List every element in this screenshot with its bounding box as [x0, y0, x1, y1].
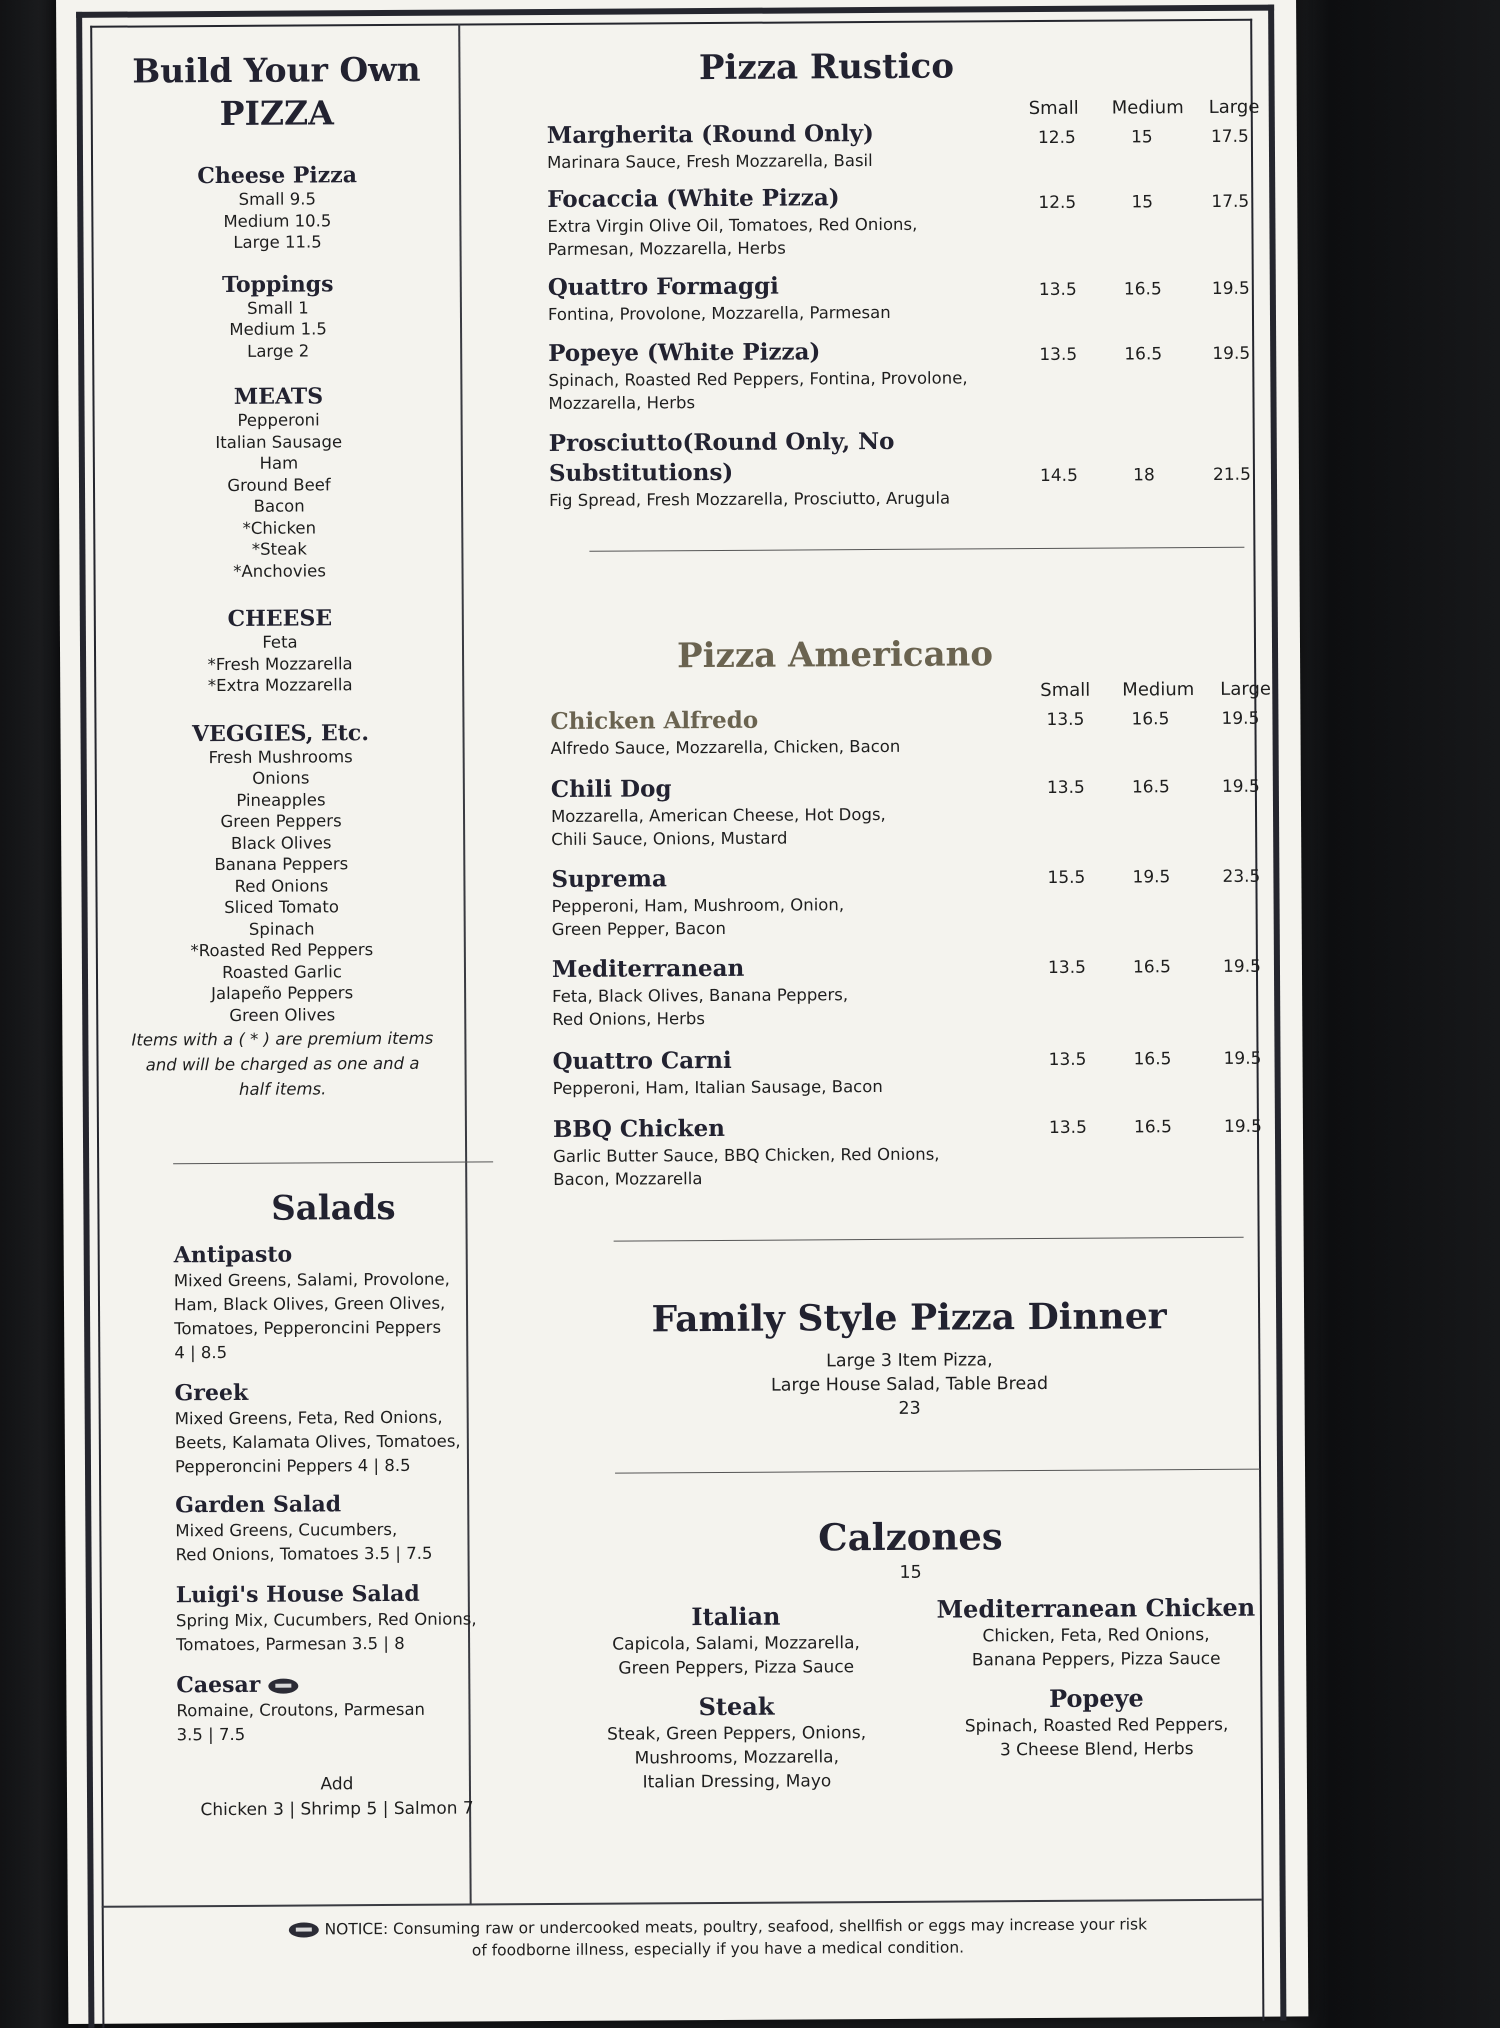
- item-desc: Fig Spread, Fresh Mozzarella, Prosciutto, Arugula: [549, 488, 951, 510]
- item-desc: Fontina, Provolone, Mozzarella, Parmesan: [547, 302, 891, 325]
- salad-desc: Mixed Greens, Salami, Provolone,: [173, 1269, 450, 1291]
- price-large: 19.5: [1212, 343, 1251, 364]
- rustico-heading: Pizza Rustico: [698, 46, 955, 89]
- rustico-item: [547, 118, 1007, 174]
- americano-item: [552, 1044, 1012, 1100]
- item-name: Quattro Carni: [552, 1046, 732, 1075]
- byo-title-pizza: PIZZA: [219, 93, 334, 134]
- price-small: 13.5: [1048, 1117, 1087, 1138]
- veggie-item: Pineapples: [236, 789, 326, 810]
- price-large: 19.5: [1221, 776, 1260, 797]
- salad-addons: [177, 1771, 497, 1823]
- salad-desc: Pepperoncini Peppers 4 | 8.5: [174, 1455, 411, 1477]
- rustico-item: [549, 426, 1009, 512]
- size-header-medium: Medium: [1111, 97, 1184, 119]
- price-medium: 16.5: [1131, 709, 1170, 730]
- salad-desc: Tomatoes, Parmesan 3.5 | 8: [176, 1633, 405, 1655]
- calzone-desc: Banana Peppers, Pizza Sauce: [971, 1648, 1221, 1671]
- calzones-heading: Calzones: [818, 1514, 1003, 1560]
- price-medium: 16.5: [1131, 777, 1170, 798]
- toppings-price: Large 2: [247, 340, 310, 361]
- item-desc: Pepperoni, Ham, Mushroom, Onion,: [551, 895, 845, 916]
- item-name: Margherita (Round Only): [546, 120, 874, 150]
- size-header-medium: Medium: [1122, 679, 1195, 701]
- family-details: [584, 1347, 1234, 1423]
- family-heading: Family Style Pizza Dinner: [651, 1295, 1167, 1341]
- americano-heading: Pizza Americano: [676, 634, 994, 677]
- premium-note: Items with a ( * ) are premium items: [131, 1028, 434, 1050]
- meat-item: Ground Beef: [227, 474, 331, 495]
- price-large: 19.5: [1221, 708, 1260, 729]
- salad-name: Caesar: [176, 1671, 261, 1699]
- calzone-name: Popeye: [1048, 1683, 1144, 1713]
- meat-item: Bacon: [253, 496, 305, 516]
- cheese-item: *Fresh Mozzarella: [207, 653, 353, 674]
- item-name: Quattro Formaggi: [547, 272, 779, 302]
- house-logo-icon: [268, 1678, 298, 1693]
- veggie-item: Black Olives: [230, 832, 332, 853]
- meat-item: *Chicken: [242, 517, 317, 538]
- veggie-item: Green Peppers: [220, 811, 342, 832]
- item-name: Chili Dog: [550, 775, 672, 803]
- salad-name: Greek: [174, 1379, 249, 1407]
- salad-garden: [175, 1489, 495, 1567]
- veggie-item: *Roasted Red Peppers: [190, 940, 374, 961]
- calzone-steak: [586, 1691, 887, 1795]
- calzone-popeye: [926, 1683, 1266, 1763]
- price-medium: 16.5: [1132, 957, 1171, 978]
- item-name-cont: Substitutions): [548, 458, 734, 487]
- salad-desc: Romaine, Croutons, Parmesan: [176, 1699, 426, 1721]
- salads-heading: Salads: [271, 1187, 396, 1229]
- family-line: Large House Salad, Table Bread: [770, 1373, 1049, 1396]
- item-desc: Spinach, Roasted Red Peppers, Fontina, Provolone,: [548, 368, 968, 390]
- item-desc: Garlic Butter Sauce, BBQ Chicken, Red Onions,: [553, 1144, 940, 1166]
- item-desc: Feta, Black Olives, Banana Peppers,: [552, 985, 849, 1006]
- salad-desc: Spring Mix, Cucumbers, Red Onions,: [175, 1609, 477, 1631]
- menu-page: [56, 0, 1308, 2024]
- add-options: Chicken 3 | Shrimp 5 | Salmon 7: [200, 1798, 474, 1821]
- item-desc: Marinara Sauce, Fresh Mozzarella, Basil: [546, 151, 873, 173]
- veggie-item: Red Onions: [234, 875, 329, 896]
- size-header-small: Small: [1028, 97, 1079, 120]
- salad-desc: Ham, Black Olives, Green Olives,: [173, 1293, 446, 1315]
- price-medium: 19.5: [1132, 867, 1171, 888]
- price-medium: 16.5: [1133, 1117, 1172, 1138]
- price-small: 13.5: [1048, 1049, 1087, 1070]
- salad-house: [176, 1579, 496, 1657]
- salad-desc: Mixed Greens, Feta, Red Onions,: [174, 1407, 443, 1429]
- cheese-pizza-price: Small 9.5: [238, 189, 316, 209]
- americano-item: [552, 952, 1012, 1031]
- price-small: 13.5: [1046, 777, 1085, 798]
- notice-text: NOTICE: Consuming raw or undercooked meats, poultry, seafood, shellfish or eggs may increase your risk: [324, 1915, 1148, 1939]
- salad-desc: Mixed Greens, Cucumbers,: [175, 1519, 398, 1541]
- price-medium: 18: [1133, 465, 1155, 486]
- veggie-item: Banana Peppers: [214, 854, 349, 875]
- item-name: Chicken Alfredo: [550, 706, 759, 735]
- meats-heading: MEATS: [233, 383, 324, 410]
- calzone-desc: Spinach, Roasted Red Peppers,: [964, 1714, 1229, 1737]
- premium-note: and will be charged as one and a: [145, 1053, 420, 1075]
- salad-name-row: [176, 1669, 496, 1699]
- price-medium: 16.5: [1124, 344, 1163, 365]
- byo-title: Build Your Own: [132, 49, 421, 91]
- cheese-pizza-price: Medium 10.5: [223, 210, 332, 231]
- calzone-name: Italian: [691, 1601, 781, 1632]
- americano-item: [551, 862, 1011, 941]
- meat-item: *Anchovies: [233, 560, 326, 581]
- calzone-desc: 3 Cheese Blend, Herbs: [999, 1739, 1194, 1761]
- cheese-pizza-price: Large 11.5: [233, 232, 322, 252]
- price-medium: 15: [1131, 127, 1153, 148]
- veggie-item: Green Olives: [229, 1004, 336, 1025]
- price-small: 14.5: [1039, 465, 1078, 486]
- notice-line-2: of foodborne illness, especially if you have a medical condition.: [471, 1938, 965, 1960]
- calzones-price: 15: [899, 1562, 922, 1583]
- item-name: BBQ Chicken: [552, 1114, 726, 1143]
- calzone-mediterranean-chicken: [926, 1593, 1266, 1673]
- calzone-desc: Capicola, Salami, Mozzarella,: [612, 1633, 860, 1655]
- salad-name: Garden Salad: [175, 1491, 342, 1519]
- calzone-italian: [586, 1601, 886, 1681]
- price-large: 21.5: [1212, 464, 1251, 485]
- item-name: Mediterranean: [551, 954, 745, 983]
- rustico-item: [547, 182, 1007, 261]
- item-desc: Pepperoni, Ham, Italian Sausage, Bacon: [552, 1076, 883, 1098]
- family-line: Large 3 Item Pizza,: [826, 1350, 993, 1372]
- toppings-heading: Toppings: [221, 270, 334, 298]
- item-name: Prosciutto(Round Only, No: [548, 427, 895, 457]
- veggie-item: Fresh Mushrooms: [208, 746, 353, 767]
- item-desc: Mozzarella, American Cheese, Hot Dogs,: [550, 804, 886, 826]
- cheese-pizza-heading: Cheese Pizza: [197, 162, 358, 190]
- house-logo-icon: [289, 1922, 319, 1937]
- meat-item: *Steak: [251, 539, 307, 559]
- americano-item: [553, 1112, 1013, 1191]
- price-large: 19.5: [1223, 1048, 1262, 1069]
- americano-item: [550, 704, 1010, 760]
- salad-greek: [174, 1377, 495, 1479]
- veggie-item: Spinach: [248, 918, 315, 939]
- item-name: Popeye (White Pizza): [548, 338, 821, 367]
- salad-name: Antipasto: [173, 1241, 293, 1269]
- price-large: 19.5: [1211, 278, 1250, 299]
- salad-price: 4 | 8.5: [174, 1342, 228, 1363]
- veggie-item: Roasted Garlic: [222, 961, 342, 982]
- calzone-name: Steak: [698, 1691, 775, 1722]
- salad-desc: Beets, Kalamata Olives, Tomatoes,: [174, 1431, 461, 1453]
- price-large: 19.5: [1223, 1116, 1262, 1137]
- toppings-price: Small 1: [247, 297, 309, 318]
- item-name: Focaccia (White Pizza): [547, 184, 840, 214]
- price-small: 12.5: [1038, 192, 1077, 214]
- price-large: 17.5: [1210, 126, 1249, 147]
- price-small: 13.5: [1038, 279, 1077, 301]
- item-name: Suprema: [551, 865, 667, 893]
- item-desc: Alfredo Sauce, Mozzarella, Chicken, Bacon: [550, 736, 901, 758]
- salad-price: 3.5 | 7.5: [176, 1724, 246, 1745]
- veggie-item: Sliced Tomato: [224, 897, 339, 917]
- price-small: 13.5: [1047, 957, 1086, 978]
- price-medium: 15: [1131, 192, 1154, 213]
- price-small: 15.5: [1047, 867, 1086, 888]
- price-medium: 16.5: [1133, 1049, 1172, 1070]
- price-small: 13.5: [1039, 344, 1078, 366]
- size-header-small: Small: [1040, 679, 1091, 702]
- veggie-item: Jalapeño Peppers: [211, 983, 354, 1004]
- item-desc: Bacon, Mozzarella: [553, 1169, 703, 1189]
- build-your-own-section: [106, 48, 452, 1102]
- salad-antipasto: [174, 1239, 495, 1365]
- calzone-desc: Green Peppers, Pizza Sauce: [618, 1657, 855, 1679]
- rustico-item: [548, 336, 1008, 415]
- cheese-item: *Extra Mozzarella: [207, 675, 353, 696]
- item-desc: Chili Sauce, Onions, Mustard: [551, 828, 788, 849]
- size-header-large: Large: [1220, 678, 1271, 700]
- cheese-heading: CHEESE: [227, 605, 333, 632]
- item-desc: Mozzarella, Herbs: [548, 393, 696, 413]
- family-price: 23: [898, 1398, 921, 1419]
- veggies-heading: VEGGIES, Etc.: [191, 719, 370, 747]
- item-desc: Extra Virgin Olive Oil, Tomatoes, Red Onions,: [547, 214, 918, 237]
- price-large: 17.5: [1211, 191, 1250, 212]
- calzone-desc: Chicken, Feta, Red Onions,: [982, 1624, 1210, 1647]
- meat-item: Ham: [259, 453, 299, 473]
- item-desc: Red Onions, Herbs: [552, 1009, 706, 1029]
- price-small: 12.5: [1037, 127, 1076, 149]
- rustico-item: [548, 270, 1008, 326]
- price-large: 23.5: [1222, 866, 1261, 887]
- price-small: 13.5: [1046, 709, 1085, 730]
- calzone-name: Mediterranean Chicken: [936, 1592, 1256, 1624]
- salad-name: Luigi's House Salad: [175, 1580, 420, 1609]
- salad-caesar: [176, 1669, 496, 1747]
- price-large: 19.5: [1222, 956, 1261, 977]
- item-desc: Parmesan, Mozzarella, Herbs: [547, 238, 786, 260]
- size-header-large: Large: [1208, 96, 1260, 118]
- health-notice: [288, 1913, 1148, 1962]
- veggie-item: Onions: [252, 768, 310, 788]
- meat-item: Italian Sausage: [215, 431, 343, 452]
- salad-desc: Red Onions, Tomatoes 3.5 | 7.5: [175, 1543, 433, 1565]
- americano-item: [551, 772, 1011, 851]
- premium-note: half items.: [238, 1079, 327, 1099]
- salad-desc: Tomatoes, Pepperoncini Peppers: [174, 1317, 442, 1339]
- cheese-item: Feta: [262, 632, 298, 652]
- item-desc: Green Pepper, Bacon: [551, 918, 726, 939]
- calzone-desc: Italian Dressing, Mayo: [642, 1771, 832, 1793]
- price-medium: 16.5: [1123, 279, 1162, 300]
- toppings-price: Medium 1.5: [229, 319, 327, 339]
- meat-item: Pepperoni: [237, 410, 320, 430]
- add-label: Add: [320, 1774, 354, 1795]
- calzone-desc: Mushrooms, Mozzarella,: [634, 1747, 840, 1769]
- calzone-desc: Steak, Green Peppers, Onions,: [607, 1723, 867, 1745]
